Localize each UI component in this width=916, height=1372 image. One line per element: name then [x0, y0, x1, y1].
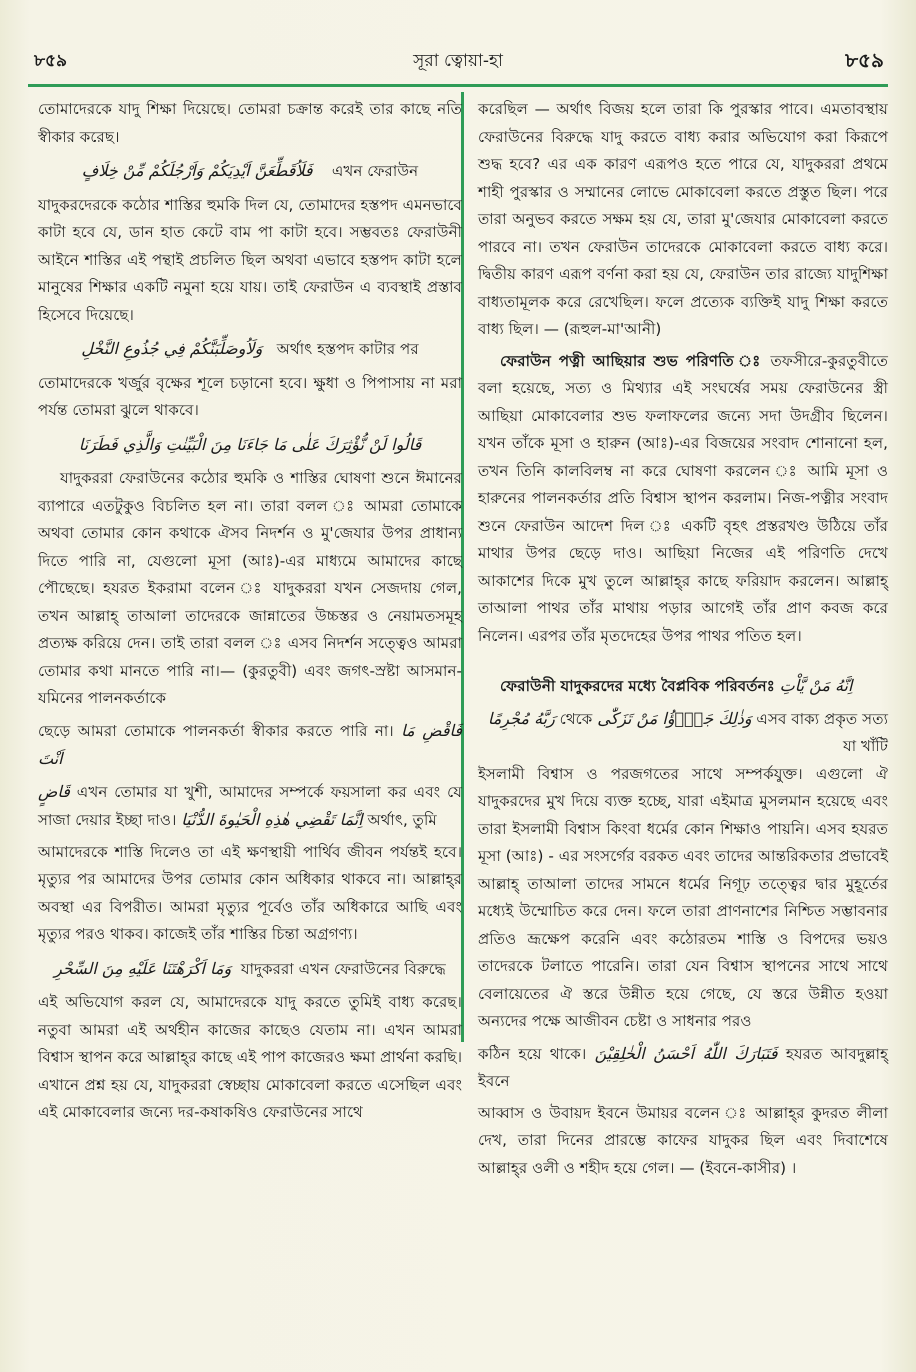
arabic-verse: فَاقْضِ مَا اَنْتَ: [38, 720, 462, 768]
right-para-4-lead: কঠিন হয়ে থাকে।: [478, 1044, 587, 1063]
arabic-verse: اِنَّهُ مَنْ يَّاْتِ: [779, 676, 853, 695]
right-para-1: করেছিল — অর্থাৎ বিজয় হলে তারা কি পুরস্কার পাবে। এমতাবস্থায় ফেরাউনের বিরুদ্ধে যাদু করতে বাধ্য করার অভিযোগ করা কিরূপে শুদ্ধ হবে? এর এক কারণ এরূপও হতে পারে যে, যাদুকররা প্রথমে শাহী পুরস্কার ও সম্মানের লোভে মোকাবেলা করতে প্রস্তুত ছিল। পরে তারা অনুভব করতে সক্ষম হয় যে, তারা মু'জেযার মোকাবেলা করতে পারবে না। তখন ফেরাউন তাদেরকে মোকাবেলা করতে বাধ্য করে। দ্বিতীয় কারণ এরূপ বর্ণনা করা হয় যে, ফেরাউন তার রাজ্যে যাদুশিক্ষা বাধ্যতামূলক করে রেখেছিল। ফলে প্রত্যেক ব্যক্তিই যাদু শিক্ষা করতে বাধ্য ছিল। — (রূহুল-মা'আনী): [478, 100, 888, 338]
arabic-verse: وَلَاُوصَلِّبَنَّكُمْ فِي جُذُوعِ النَّخْلِ: [81, 339, 263, 358]
page-number-right: ৮৫৯: [845, 48, 884, 72]
left-para-6-line: [38, 778, 462, 835]
left-column: [38, 96, 462, 1131]
left-arabic-line-6: [38, 955, 462, 984]
arabic-verse: فَتَبَارَكَ اللّٰهُ اَحْسَنُ الْخٰلِقِيْنَ: [594, 1043, 778, 1063]
left-para-5: ছেড়ে আমরা তোমাকে পালনকর্তা স্বীকার করতে পারি না।: [38, 721, 394, 740]
right-para-4: আব্বাস ও উবায়দ ইবনে উমায়র বলেন ঃ আল্লাহ্‌র কুদরত লীলা দেখ, তারা দিনের প্রারম্ভে কাফের যাদুকর ছিল এবং দিবাশেষে আল্লাহ্‌র ওলী ও শহীদ হয়ে গেল। — (ইবনে-কাসীর) ।: [478, 1103, 888, 1177]
page-header: [28, 42, 888, 78]
left-para-2: যাদুকরদেরকে কঠোর শাস্তির হুমকি দিল যে, তোমাদের হস্তপদ এমনভাবে কাটা হবে যে, ডান হাত কেটে বাম পা কাটা হবে। সম্ভবতঃ ফেরাউনী আইনে শাস্তির এই পন্থাই প্রচলিত ছিল অথবা এভাবে হস্তপদ কাটা হলে মানুষের শিক্ষার একটি নমুনা হয়ে যায়। তাই ফেরাউন এ ব্যবস্থাই প্রস্তাব হিসেবে দিয়েছে।: [38, 195, 462, 324]
left-para-8: এই অভিযোগ করল যে, আমাদেরকে যাদু করতে তুমিই বাধ্য করেছ। নতুবা আমরা এই অর্থহীন কাজের কাছেও যেতাম না। এখন আমরা বিশ্বাস স্থাপন করে আল্লাহ্‌র কাছে এই পাপ কাজেরও ক্ষমা প্রার্থনা করছি। এখানে প্রশ্ন হয় যে, যাদুকররা স্বেচ্ছায় মোকাবেলা করতে এসেছিল এবং এই মোকাবেলার জন্যে দর-কষাকষিও ফেরাউনের সাথে: [38, 993, 462, 1121]
left-para-2-lead: এখন ফেরাউন: [331, 162, 419, 180]
arabic-verse: قَاضٍ: [38, 781, 70, 801]
arabic-verse: وَمَا اَكْرَهْتَنَا عَلَيْهِ مِنَ السِّحْرِ: [54, 958, 232, 978]
right-para-3-lead: এসব বাক্য প্রকৃত সত্য যা খাঁটি: [756, 709, 888, 755]
left-para-6: এখন তোমার যা খুশী, আমাদের সম্পর্কে ফয়সালা কর এবং যে সাজা দেয়ার ইচ্ছা দাও।: [38, 782, 463, 829]
left-para-3-lead: অর্থাৎ হস্তপদ কাটার পর: [276, 340, 419, 358]
right-column: [478, 96, 888, 1186]
right-para-2-block: [478, 348, 888, 651]
spacer: [478, 654, 888, 672]
left-para-6-tail: অর্থাৎ, তুমি: [367, 811, 437, 829]
left-para-1: তোমাদেরকে যাদু শিক্ষা দিয়েছে। তোমরা চক্রান্ত করেই তার কাছে নতি স্বীকার করেছ।: [38, 100, 462, 146]
arabic-verse: فَلَاُقَطِّعَنَّ اَيْدِيَكُمْ وَاَرْجُلَكُمْ مِّنْ خِلَافٍ: [81, 161, 313, 180]
left-arabic-line-1: [38, 157, 462, 186]
left-para-5-line: [38, 717, 462, 774]
left-para-4: যাদুকররা ফেরাউনের কঠোর হুমকি ও শাস্তির ঘোষণা শুনে ঈমানের ব্যাপারে এতটুকুও বিচলিত হল না। তারা বলল ঃ আমরা তোমাকে অথবা তোমার কোন কথাকে ঐসব নিদর্শন ও মু'জেযার উপর প্রাধান্য দিতে পারি না, যেগুলো মূসা (আঃ)-এর মাধ্যমে আমাদের কাছে পৌছেছে। হযরত ইকরামা বলেন ঃ যাদুকররা যখন সেজদায় গেল, তখন আল্লাহ্ তাআলা তাদেরকে জান্নাতের উচ্চস্তর ও নেয়ামতসমূহ প্রত্যক্ষ করিয়ে দেন। তাই তারা বলল ঃ এসব নিদর্শন সত্ত্বেও আমরা তোমার কথা মানতে পারি না।— (কুরতুবী) এবং জগৎ-স্রষ্টা আসমান-যমিনের পালনকর্তাকে: [38, 469, 462, 707]
section-heading-magicians: ফেরাউনী যাদুকরদের মধ্যে বৈপ্লবিক পরিবর্তনঃ: [500, 677, 775, 695]
arabic-verse: اِنَّمَا تَقْضِي هٰذِهِ الْحَيٰوةَ الدُّنْيَا: [181, 810, 363, 829]
arabic-verse: قَالُوا لَنْ نُّؤْثِرَكَ عَلٰى مَا جَاءَنَا مِنَ الْبَيِّنٰتِ وَالَّذِي فَطَرَنَا: [78, 434, 422, 454]
section-heading-asiya: ফেরাউন পত্নী আছিয়ার শুভ পরিণতি ঃ: [500, 351, 764, 370]
left-arabic-line-2: [38, 335, 462, 364]
page-number-left: ৮৫৯: [34, 51, 68, 71]
left-para-8-lead: যাদুকররা এখন ফেরাউনের বিরুদ্ধে: [240, 959, 446, 978]
right-para-4-line: [478, 1040, 888, 1096]
right-para-3: ইসলামী বিশ্বাস ও পরজগতের সাথে সম্পর্কযুক্ত। এগুলো ঐ যাদুকরদের মুখ দিয়ে ব্যক্ত হচ্ছে, যারা এইমাত্র মুসলমান হয়েছে এবং তারা ইসলামী বিশ্বাস কিংবা ধর্মের কোন শিক্ষাও পায়নি। এসব হযরত মূসা (আঃ) - এর সংসর্গের বরকত এবং তাদের আন্তরিকতার প্রভাবেই আল্লাহ্ তাআলা তাদের সামনে ধর্মের নিগূঢ় তত্ত্বের দ্বার মুহূর্তের মধ্যেই উম্মোচিত করে দেন। ফলে তারা প্রাণনাশের নিশ্চিত সম্ভাবনার প্রতিও ভ্রূক্ষেপ করেনি এবং কঠোরতম শাস্তি ও বিপদের ভয়ও তাদেরকে টলাতে পারেনি। তারা যেন বিশ্বাস স্থাপনের সাথে সাথে বেলায়েতের ঐ স্তরে উন্নীত হয়ে গেছে, যে স্তরে উন্নীত হওয়া অন্যদের পক্ষে আজীবন চেষ্টা ও সাধনার পরও: [478, 764, 888, 1030]
arabic-verse: وَذٰلِكَ جَزٰۤؤُا مَنْ تَزَكّٰى: [597, 708, 752, 728]
header-rule: [28, 84, 888, 87]
left-para-7: আমাদেরকে শাস্তি দিলেও তা এই ক্ষণস্থায়ী পার্থিব জীবন পর্যন্তই হবে। মৃত্যুর পর আমাদের উপর তোমার কোন অধিকার থাকবে না। আল্লাহ্‌র অবস্থা এর বিপরীত। আমরা মৃত্যুর পূর্বেও তাঁর অধিকারে আছি এবং মৃত্যুর পরও থাকব। কাজেই তাঁর শাস্তির চিন্তা অগ্রগণ্য।: [38, 842, 462, 943]
arabic-verse: رَبَّهُ مُجْرِمًا: [487, 708, 555, 728]
left-para-3: তোমাদেরকে খর্জুর বৃক্ষের শূলে চড়ানো হবে। ক্ষুধা ও পিপাসায় না মরা পর্যন্ত তোমরা ঝুলে থাকবে।: [38, 373, 462, 419]
surah-title: সূরা ত্বোয়া-হা: [413, 51, 503, 71]
left-arabic-line-3: [38, 431, 462, 460]
right-para-2: তফসীরে-কুরতুবীতে বলা হয়েছে, সত্য ও মিথ্যার এই সংঘর্ষের সময় ফেরাউনের স্ত্রী আছিয়া মোকাবেলার শুভ ফলাফলের জন্যে সদা উদগ্রীব ছিলেন। যখন তাঁকে মূসা ও হারুন (আঃ)-এর বিজয়ের সংবাদ শোনানো হল, তখন তিনি কালবিলম্ব না করে ঘোষণা করলেন ঃ আমি মূসা ও হারুনের পালনকর্তার প্রতি বিশ্বাস স্থাপন করলাম। নিজ-পত্নীর সংবাদ শুনে ফেরাউন আদেশ দিল ঃ একটি বৃহৎ প্রস্তরখণ্ড উঠিয়ে তাঁর মাথার উপর ছেড়ে দাও। আছিয়া নিজের এই পরিণতি দেখে আকাশের দিকে মুখ তুলে আল্লাহ্‌র কাছে ফরিয়াদ করলেন। আল্লাহ্ তাআলা পাথর তাঁর মাথায় পড়ার আগেই তাঁর প্রাণ কবজ করে নিলেন। এরপর তাঁর মৃতদেহের উপর পাথর পতিত হল।: [478, 351, 888, 645]
right-para-4-tail: হযরত আবদুল্লাহ্ ইবনে: [478, 1044, 889, 1090]
right-para-3-from: থেকে: [559, 709, 593, 728]
right-para-3-heading-line: [478, 672, 888, 701]
right-arabic-line-2: [478, 705, 888, 761]
